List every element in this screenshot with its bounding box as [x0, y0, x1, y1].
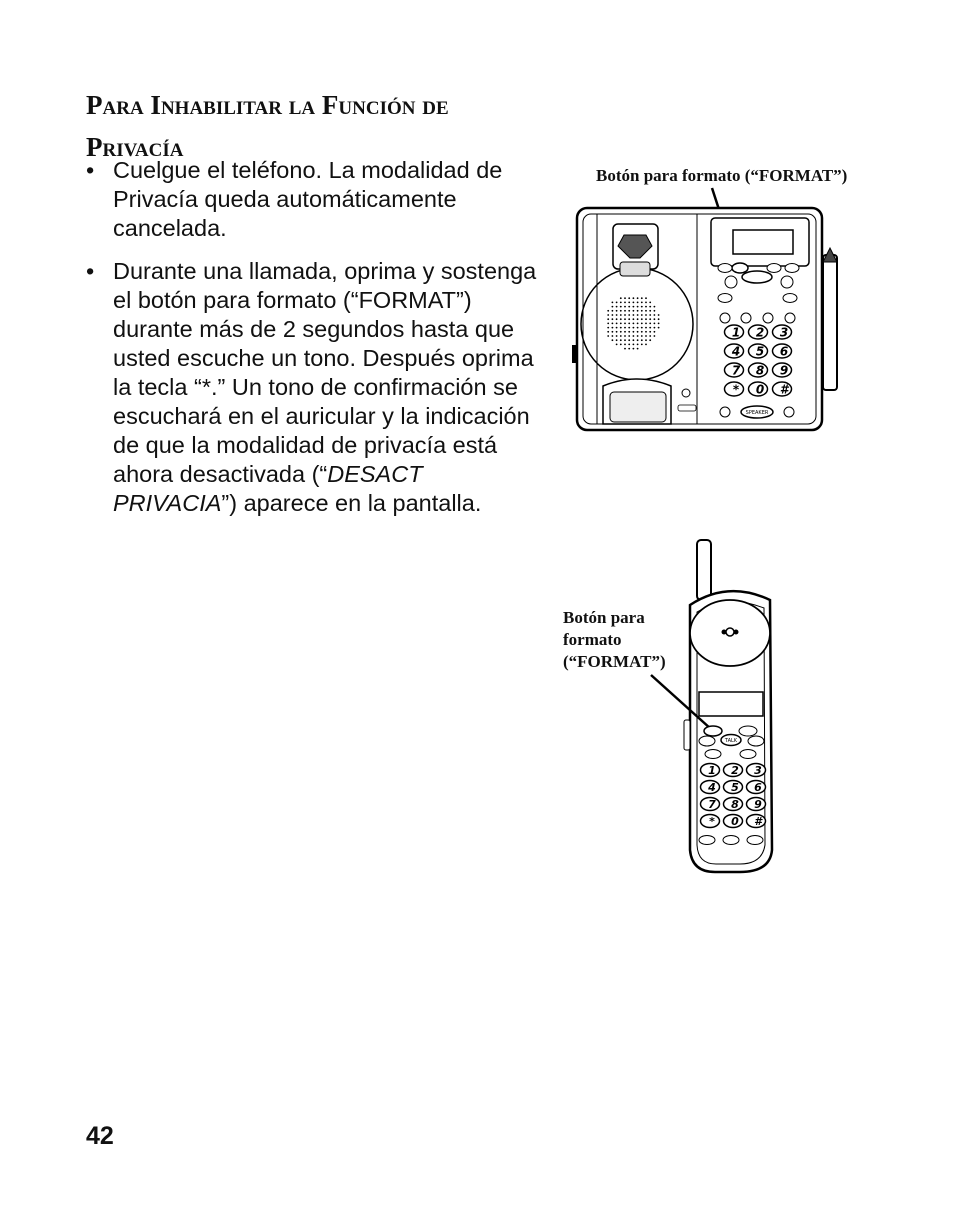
base-key-6[interactable]: [773, 344, 792, 358]
handset-key-8[interactable]: [724, 798, 743, 811]
handset-key-7[interactable]: [701, 798, 720, 811]
base-key-label: 8: [755, 363, 765, 378]
base-key-7[interactable]: [725, 363, 744, 377]
base-key-3[interactable]: [773, 325, 792, 339]
base-key-label: 7: [731, 363, 741, 378]
base-key-2[interactable]: [749, 325, 768, 339]
handset-key-label: 1: [708, 763, 716, 777]
instruction-item-2: • Durante una llamada, oprima y sostenga el botón para formato (“FORMAT”) durante más de 2 segundos hasta que usted escuche un tono. Después oprima la tecla “*.” Un tono de confirmación se escuchará en el auricular y la indicación de que la modalidad de privacía está ahora desactivada (“DESACT PRIVACIA”) aparece en la pantalla.: [86, 257, 546, 518]
handset-key-6[interactable]: [747, 781, 766, 794]
handset-key-label: *: [709, 814, 715, 828]
handset-key-label: 3: [754, 763, 762, 777]
handset-talk-label: TALK: [724, 738, 738, 744]
display-message: DESACT PRIVACIA: [113, 461, 423, 516]
base-key-star[interactable]: [725, 382, 744, 396]
base-key-1[interactable]: [725, 325, 744, 339]
page-number: 42: [86, 1122, 114, 1150]
base-key-8[interactable]: [749, 363, 768, 377]
base-key-5[interactable]: [749, 344, 768, 358]
base-key-label: 5: [755, 344, 765, 359]
instruction-item-1: • Cuelgue el teléfono. La modalidad de Privacía queda automáticamente cancelada.: [86, 156, 546, 243]
base-format-button[interactable]: [732, 263, 748, 273]
handset-key-3[interactable]: [747, 764, 766, 777]
handset-key-5[interactable]: [724, 781, 743, 794]
handset-key-label: 6: [754, 780, 762, 794]
instruction-list: [86, 156, 546, 532]
base-format-callout: Botón para formato (“FORMAT”): [596, 166, 848, 185]
handset-key-label: 0: [731, 814, 739, 828]
handset-key-2[interactable]: [724, 764, 743, 777]
base-key-pound[interactable]: [773, 382, 792, 396]
handset-illustration: [540, 530, 840, 880]
base-key-9[interactable]: [773, 363, 792, 377]
handset-key-4[interactable]: [701, 781, 720, 794]
base-key-0[interactable]: [749, 382, 768, 396]
base-key-label: 4: [731, 344, 741, 359]
base-key-label: 2: [755, 325, 765, 340]
base-key-label: #: [779, 382, 789, 397]
handset-key-label: 4: [708, 780, 716, 794]
handset-key-label: #: [754, 814, 762, 828]
handset-key-pound[interactable]: [747, 815, 766, 828]
handset-key-label: 7: [708, 797, 716, 811]
handset-format-button[interactable]: [704, 726, 722, 736]
handset-key-label: 8: [731, 797, 739, 811]
base-unit-illustration: [560, 150, 860, 450]
handset-key-1[interactable]: [701, 764, 720, 777]
base-key-label: 0: [755, 382, 765, 397]
base-key-label: *: [732, 382, 740, 397]
base-speaker-label: SPEAKER: [745, 410, 769, 416]
base-key-label: 6: [779, 344, 789, 359]
handset-key-label: 9: [754, 797, 762, 811]
handset-key-star[interactable]: [701, 815, 720, 828]
handset-key-label: 2: [731, 763, 739, 777]
handset-key-0[interactable]: [724, 815, 743, 828]
handset-key-label: 5: [731, 780, 739, 794]
handset-key-9[interactable]: [747, 798, 766, 811]
handset-format-callout: Botón para formato (“FORMAT”): [563, 608, 666, 671]
base-key-4[interactable]: [725, 344, 744, 358]
base-key-label: 9: [779, 363, 789, 378]
section-heading: Para Inhabilitar la Función de Privacía: [86, 90, 449, 162]
base-key-label: 3: [779, 325, 789, 340]
base-key-label: 1: [731, 325, 741, 340]
